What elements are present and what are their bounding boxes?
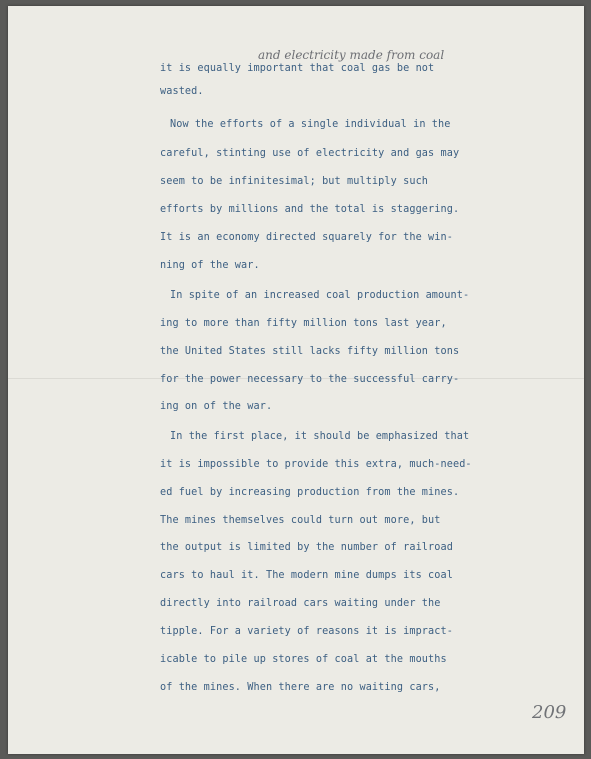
text-line: of the mines. When there are no waiting cars, [160, 682, 441, 693]
handwritten-insert: and electricity made from coal [258, 48, 445, 62]
text-line: It is an economy directed squarely for the win- [160, 232, 453, 243]
document-page [8, 6, 584, 754]
typed-text-body [8, 6, 584, 754]
text-line: efforts by millions and the total is staggering. [160, 204, 460, 215]
text-line: ing to more than fifty million tons last year, [160, 318, 447, 329]
text-line: In spite of an increased coal production amount- [170, 290, 470, 301]
text-line: seem to be infinitesimal; but multiply such [160, 176, 429, 187]
text-line: wasted. [160, 86, 204, 97]
text-line: directly into railroad cars waiting under the [160, 598, 441, 609]
text-line: icable to pile up stores of coal at the mouths [160, 654, 447, 665]
text-line: In the first place, it should be emphasized that [170, 431, 470, 442]
text-line: for the power necessary to the successful carry- [160, 374, 460, 385]
text-line: cars to haul it. The modern mine dumps its coal [160, 570, 453, 581]
page-number: 209 [532, 702, 567, 723]
text-line: Now the efforts of a single individual in the [170, 119, 451, 130]
text-line: careful, stinting use of electricity and gas may [160, 148, 460, 159]
text-line: ning of the war. [160, 260, 260, 271]
text-line: it is impossible to provide this extra, much-need- [160, 459, 472, 470]
text-line: The mines themselves could turn out more, but [160, 515, 441, 526]
text-line: ing on of the war. [160, 401, 273, 412]
text-line: ed fuel by increasing production from the mines. [160, 487, 460, 498]
text-line: the United States still lacks fifty million tons [160, 346, 460, 357]
text-line: it is equally important that coal gas be not [160, 63, 435, 74]
text-line: the output is limited by the number of railroad [160, 542, 453, 553]
text-line: tipple. For a variety of reasons it is impract- [160, 626, 453, 637]
